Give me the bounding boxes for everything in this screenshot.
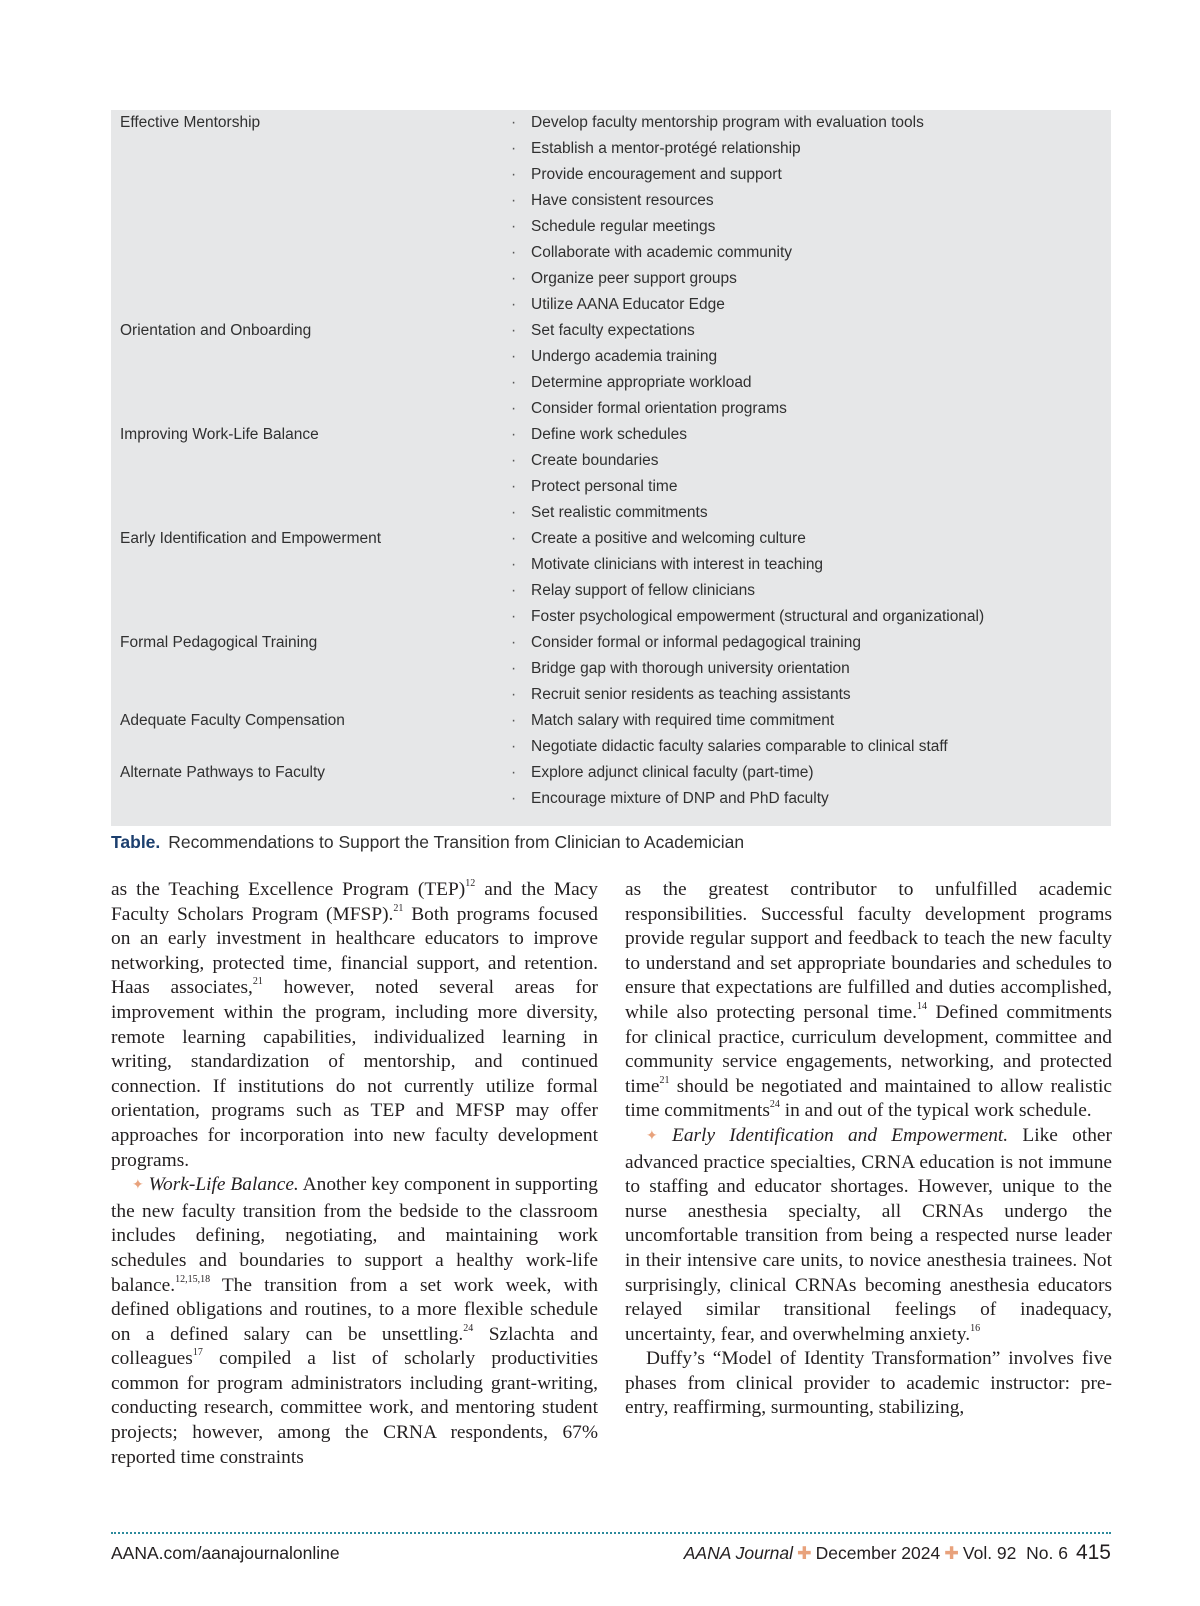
bullet-icon: · [511,270,517,287]
table-recommendation-item: · Schedule regular meetings [531,214,715,240]
table-category: Formal Pedagogical Training [120,634,318,651]
table-recommendation-item: · Undergo academia training [531,344,717,370]
citation: 17 [192,1347,203,1359]
bullet-icon: · [511,582,517,599]
bullet-icon: · [511,218,517,235]
table-recommendation-item: · Create boundaries [531,448,659,474]
citation: 24 [769,1099,780,1111]
table-recommendation-item: · Explore adjunct clinical faculty (part-time) [531,760,814,786]
table-recommendation-item: · Consider formal or informal pedagogical training [531,630,861,656]
bullet-icon: · [511,140,517,157]
table-recommendation-item: · Foster psychological empowerment (structural and organizational) [531,604,984,630]
table-category: Improving Work-Life Balance [120,426,319,443]
citation: 21 [659,1074,670,1086]
separator-icon: ✚ [944,1543,959,1563]
table-recommendation-item: · Provide encouragement and support [531,162,782,188]
table-recommendation-item: · Recruit senior residents as teaching assistants [531,682,851,708]
citation: 12 [465,878,476,889]
bullet-icon: · [511,764,517,781]
table-recommendation-item: · Have consistent resources [531,188,714,214]
bullet-icon: · [511,114,517,131]
table-recommendation-item: · Consider formal orientation programs [531,396,787,422]
bullet-icon: · [511,738,517,755]
bullet-icon: · [511,348,517,365]
footer-citation [684,1538,1111,1568]
issue-date: December 2024 [815,1543,941,1563]
bullet-icon: · [511,374,517,391]
bullet-icon: · [511,166,517,183]
table-recommendation-item: · Organize peer support groups [531,266,737,292]
citation: 21 [252,976,263,988]
citation: 21 [393,902,404,914]
table-recommendation-item: · Set realistic commitments [531,500,708,526]
bullet-icon: · [511,634,517,651]
table-category: Effective Mentorship [120,114,261,131]
table-category: Adequate Faculty Compensation [120,712,345,729]
volume-issue: Vol. 92 No. 6 [962,1543,1068,1563]
table-recommendation-item: · Bridge gap with thorough university orientation [531,656,850,682]
paragraph: ✦ Work-Life Balance. Another key component in supporting the new faculty transition from the bedside to the classroom includes defining, negotiating, and maintaining work schedules and boundaries to support a healthy work-life balance.$^{12,15,18}$ The transition from a set work week, with defined obligations and routines, to a more flexible schedule on a defined salary can be unsettling.$^{24}$ Szlachta and colleagues$^{17}$ compiled a list of scholarly productivities common for program administrators including grant-writing, conducting research, committee work, and mentoring student projects; however, among the CRNA respondents, 67% reported time constraints [111,1174,598,1468]
table-recommendation-item: · Protect personal time [531,474,677,500]
bullet-icon: · [511,504,517,521]
table-recommendation-item: · Match salary with required time commitment [531,708,834,734]
table-recommendation-item: · Set faculty expectations [531,318,695,344]
footer-divider [111,1532,1111,1534]
table-recommendation-item: · Define work schedules [531,422,687,448]
table-recommendation-item: · Create a positive and welcoming culture [531,526,806,552]
left-column [111,878,598,1470]
section-heading: Early Identification and Empowerment. [671,1124,1009,1146]
section-ornament-icon: ✦ [646,1128,658,1144]
citation: 12,15,18 [175,1273,211,1285]
page-number: 415 [1075,1541,1111,1564]
table-recommendation-item: · Establish a mentor-protégé relationship [531,136,801,162]
paragraph: as the Teaching Excellence Program (TEP)$^{12}$ and the Macy Faculty Scholars Program (MFSP).$^{21}$ Both programs focused on an early investment in healthcare educators to improve networking, protected time, financial support, and retention. Haas associates,$^{21}$ however, noted several areas for improvement within the program, including more diversity, remote learning capabilities, individualized learning in writing, standardization of mentorship, and continued connection. If institutions do not currently utilize formal orientation, programs such as TEP and MFSP may offer approaches for incorporation into new faculty development programs. [111,878,599,1171]
table-category: Alternate Pathways to Faculty [120,764,326,781]
table-recommendation-item: · Collaborate with academic community [531,240,792,266]
table-recommendation-item: · Relay support of fellow clinicians [531,578,755,604]
bullet-icon: · [511,322,517,339]
table-category: Orientation and Onboarding [120,322,312,339]
bullet-icon: · [511,244,517,261]
paragraph: as the greatest contributor to unfulfilled academic responsibilities. Successful faculty development programs provide regular support and feedback to teach the new faculty to understand and set appropriate boundaries and schedules to ensure that expectations are fulfilled and duties accomplished, while also protecting personal time.$^{14}$ Defined commitments for clinical practice, curriculum development, committee and community service engagements, networking, and protected time$^{21}$ should be negotiated and maintained to allow realistic time commitments$^{24}$ in and out of the typical work schedule. [625,879,1112,1122]
bullet-icon: · [511,478,517,495]
bullet-icon: · [511,452,517,469]
citation: 24 [463,1322,474,1334]
bullet-icon: · [511,790,517,807]
bullet-icon: · [511,296,517,313]
section-ornament-icon: ✦ [132,1178,144,1194]
bullet-icon: · [511,660,517,677]
table-recommendation-item: · Determine appropriate workload [531,370,752,396]
table-recommendation-item: · Develop faculty mentorship program with evaluation tools [531,110,924,136]
bullet-icon: · [511,530,517,547]
paragraph: Duffy’s “Model of Identity Transformation” involves five phases from clinical provider to academic instructor: pre-entry, reaffirming, surmounting, stabilizing, [625,1348,1112,1419]
paragraph: ✦ Early Identification and Empowerment. Like other advanced practice specialties, CRNA education is not immune to staffing and educator shortages. However, unique to the nurse anesthesia specialty, all CRNAs undergo the uncomfortable transition from being a respected nurse leader in their intensive care units, to novice anesthesia trainees. Not surprisingly, clinical CRNAs becoming anesthesia educators relayed similar transitional feelings of inadequacy, uncertainty, fear, and overwhelming anxiety.$^{16}$ [625,1124,1112,1345]
bullet-icon: · [511,712,517,729]
right-column [625,878,1112,1421]
bullet-icon: · [511,608,517,625]
footer-url[interactable]: AANA.com/aanajournalonline [111,1543,340,1563]
table-recommendation-item: · Negotiate didactic faculty salaries comparable to clinical staff [531,734,948,760]
bullet-icon: · [511,426,517,443]
table-category: Early Identification and Empowerment [120,530,382,547]
citation: 16 [970,1322,981,1334]
section-heading: Work-Life Balance. [148,1174,299,1196]
bullet-icon: · [511,556,517,573]
table-recommendation-item: · Motivate clinicians with interest in teaching [531,552,823,578]
bullet-icon: · [511,686,517,703]
table-caption-label: Table. [111,832,161,852]
bullet-icon: · [511,192,517,209]
journal-name: AANA Journal [683,1543,793,1563]
table-recommendation-item: · Utilize AANA Educator Edge [531,292,725,318]
table-recommendation-item: · Encourage mixture of DNP and PhD faculty [531,786,829,812]
table-caption [111,832,1111,853]
separator-icon: ✚ [797,1543,812,1563]
table-caption-text: Recommendations to Support the Transition from Clinician to Academician [168,832,745,852]
citation: 14 [916,1000,927,1012]
bullet-icon: · [511,400,517,417]
recommendations-table [111,110,1111,826]
